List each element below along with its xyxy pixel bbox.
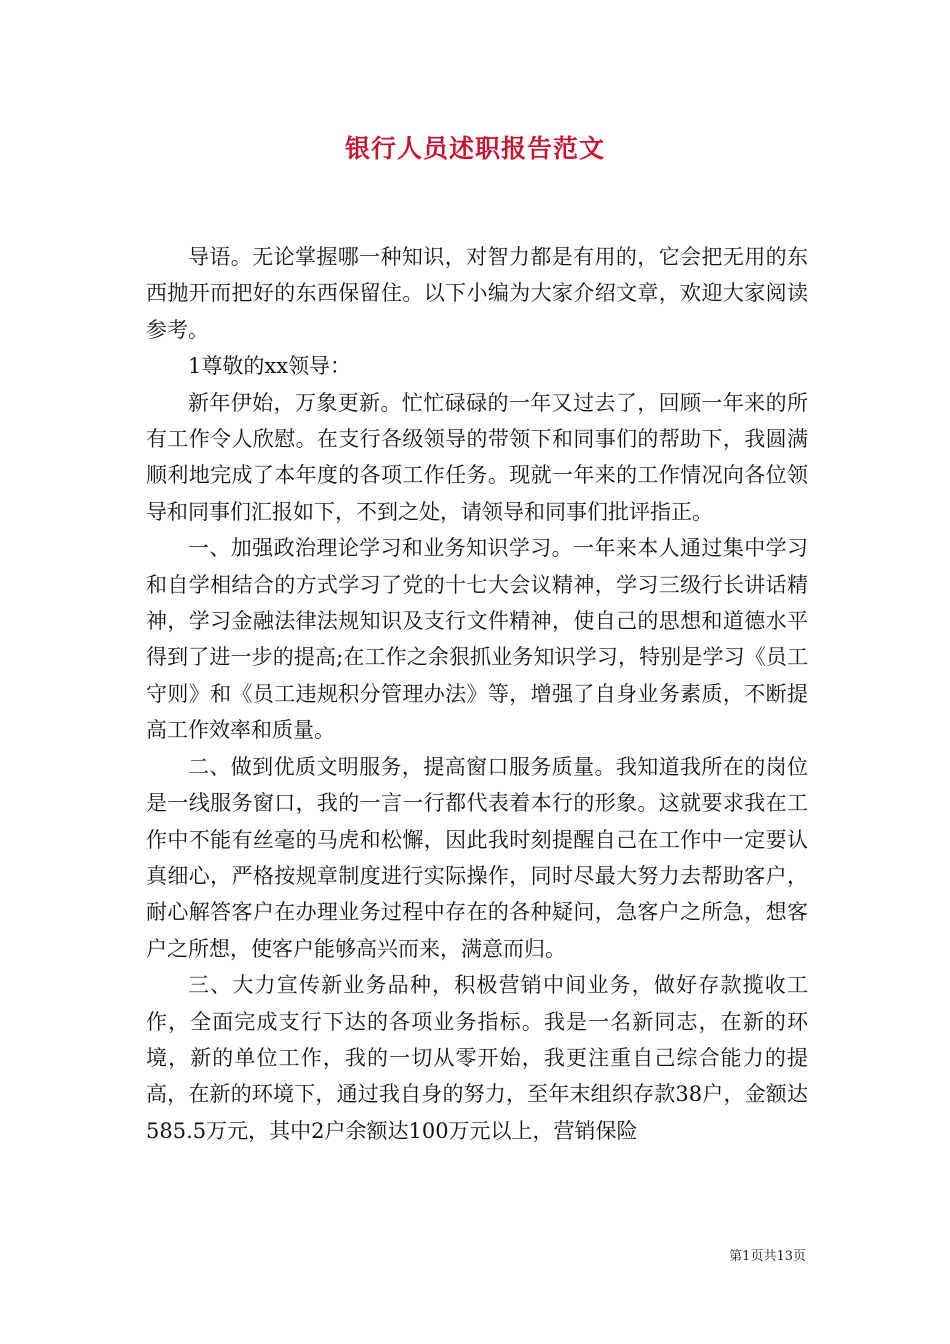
paragraph-intro: 导语。无论掌握哪一种知识，对智力都是有用的，它会把无用的东西抛开而把好的东西保留住。以下小编为大家介绍文章，欢迎大家阅读参考。 bbox=[146, 245, 808, 342]
document-body bbox=[146, 239, 808, 1149]
paragraph-section-1: 一、加强政治理论学习和业务知识学习。一年来本人通过集中学习和自学相结合的方式学习了党的十七大会议精神，学习三级行长讲话精神，学习金融法律法规知识及支行文件精神，使自己的思想和道德水平得到了进一步的提高;在工作之余狠抓业务知识学习，特别是学习《员工守则》和《员工违规积分管理办法》等，增强了自身业务素质，不断提高工作效率和质量。 bbox=[146, 536, 808, 743]
paragraph-opening: 新年伊始，万象更新。忙忙碌碌的一年又过去了，回顾一年来的所有工作令人欣慰。在支行各级领导的带领下和同事们的帮助下，我圆满顺利地完成了本年度的各项工作任务。现就一年来的工作情况向各位领导和同事们汇报如下，不到之处，请领导和同事们批评指正。 bbox=[146, 390, 808, 524]
paragraph-section-3: 三、大力宣传新业务品种，积极营销中间业务，做好存款揽收工作，全面完成支行下达的各项业务指标。我是一名新同志，在新的环境，新的单位工作，我的一切从零开始，我更注重自己综合能力的提高，在新的环境下，通过我自身的努力，至年末组织存款38户，金额达585.5万元，其中2户余额达100万元以上，营销保险 bbox=[146, 973, 808, 1143]
paragraph-salutation: 1尊敬的xx领导： bbox=[188, 354, 352, 379]
document-title: 银行人员述职报告范文 bbox=[344, 134, 605, 163]
page-number-footer: 第1页共13页 bbox=[729, 1249, 806, 1264]
paragraph-section-2: 二、做到优质文明服务，提高窗口服务质量。我知道我所在的岗位是一线服务窗口，我的一言一行都代表着本行的形象。这就要求我在工作中不能有丝毫的马虎和松懈，因此我时刻提醒自己在工作中一定要认真细心，严格按规章制度进行实际操作，同时尽最大努力去帮助客户，耐心解答客户在办理业务过程中存在的各种疑问，急客户之所急，想客户之所想，使客户能够高兴而来，满意而归。 bbox=[146, 754, 808, 961]
